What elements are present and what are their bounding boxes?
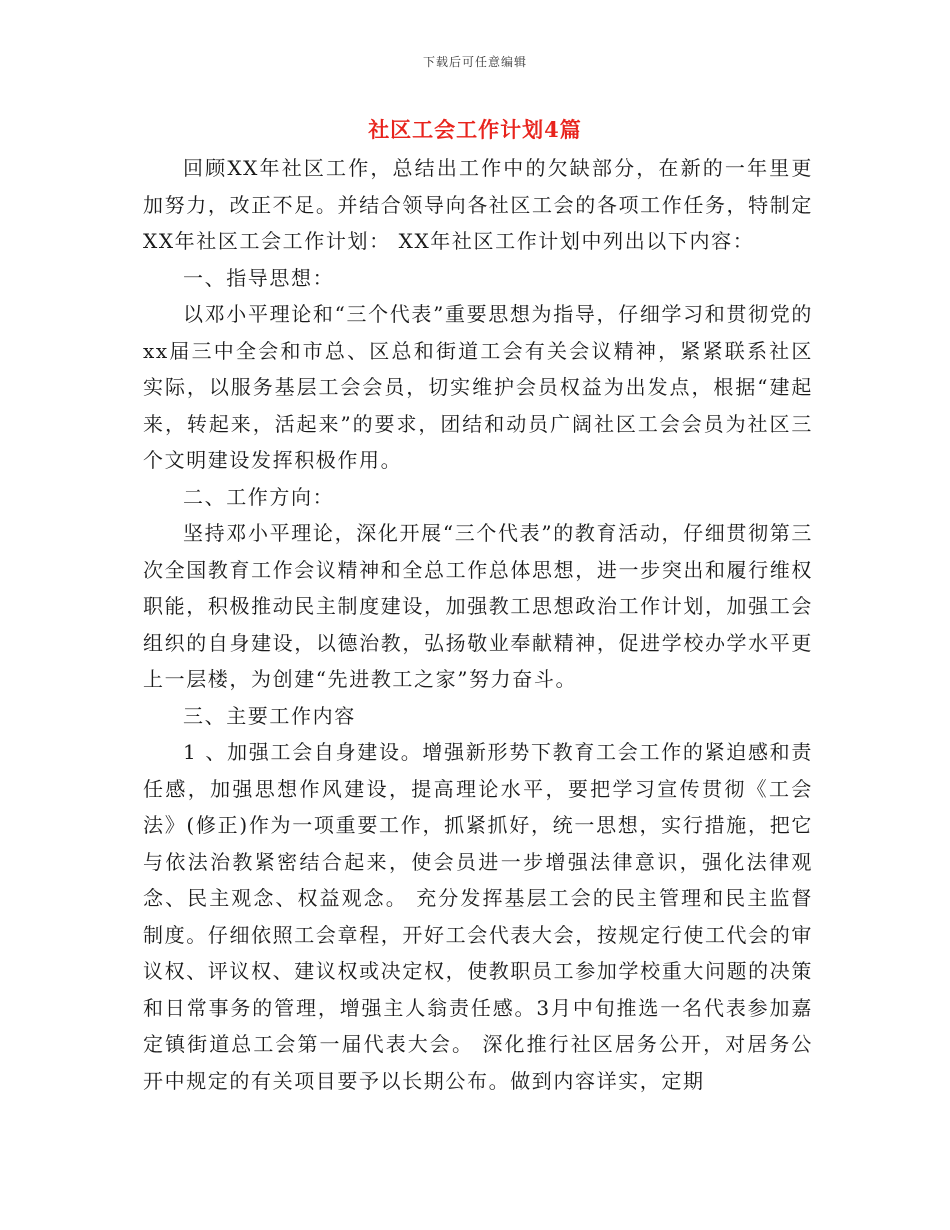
paragraph-guiding-ideology: 以邓小平理论和“三个代表”重要思想为指导，仔细学习和贯彻党的xx届三中全会和市总、区总和街道工会有关会议精神，紧紧联系社区实际，以服务基层工会会员，切实维护会员权益为出发点，根据“建起来，转起来，活起来”的要求，团结和动员广阔社区工会会员为社区三个文明建设发挥积极作用。 [143,302,813,472]
document-body [143,150,813,1099]
paragraph-main-content-item-1: 1 、加强工会自身建设。增强新形势下教育工会工作的紧迫感和责任感，加强思想作风建设，提高理论水平，要把学习宣传贯彻《工会法》(修正)作为一项重要工作，抓紧抓好，统一思想，实行措施，把它与依法治教紧密结合起来，使会员进一步增强法律意识，强化法律观念、民主观念、权益观念。 充分发挥基层工会的民主管理和民主监督制度。仔细依照工会章程，开好工会代表大会，按规定行使工代会的审议权、评议权、建议权或决定权，使教职员工参加学校重大问题的决策和日常事务的管理，增强主人翁责任感。3月中旬推选一名代表参加嘉定镇街道总工会第一届代表大会。 深化推行社区居务公开，对居务公开中规定的有关项目要予以长期公布。做到内容详实，定期 [143,740,813,1093]
header-note: 下载后可任意编辑 [422,55,527,69]
section-heading-work-direction: 二、工作方向： [183,484,335,509]
section-heading-guiding-ideology: 一、指导思想： [183,265,335,290]
document-title: 社区工会工作计划4篇 [368,117,582,142]
section-heading-main-content: 三、主要工作内容 [183,703,356,728]
paragraph-work-direction: 坚持邓小平理论，深化开展“三个代表”的教育活动，仔细贯彻第三次全国教育工作会议精神和全总工作总体思想，进一步突出和履行维权职能，积极推动民主制度建设，加强教工思想政治工作计划，加强工会组织的自身建设，以德治教，弘扬敬业奉献精神，促进学校办学水平更上一层楼，为创建“先进教工之家”努力奋斗。 [143,521,813,691]
paragraph-intro: 回顾XX年社区工作，总结出工作中的欠缺部分，在新的一年里更加努力，改正不足。并结合领导向各社区工会的各项工作任务，特制定XX年社区工会工作计划： XX年社区工作计划中列出以下内容： [143,156,813,253]
